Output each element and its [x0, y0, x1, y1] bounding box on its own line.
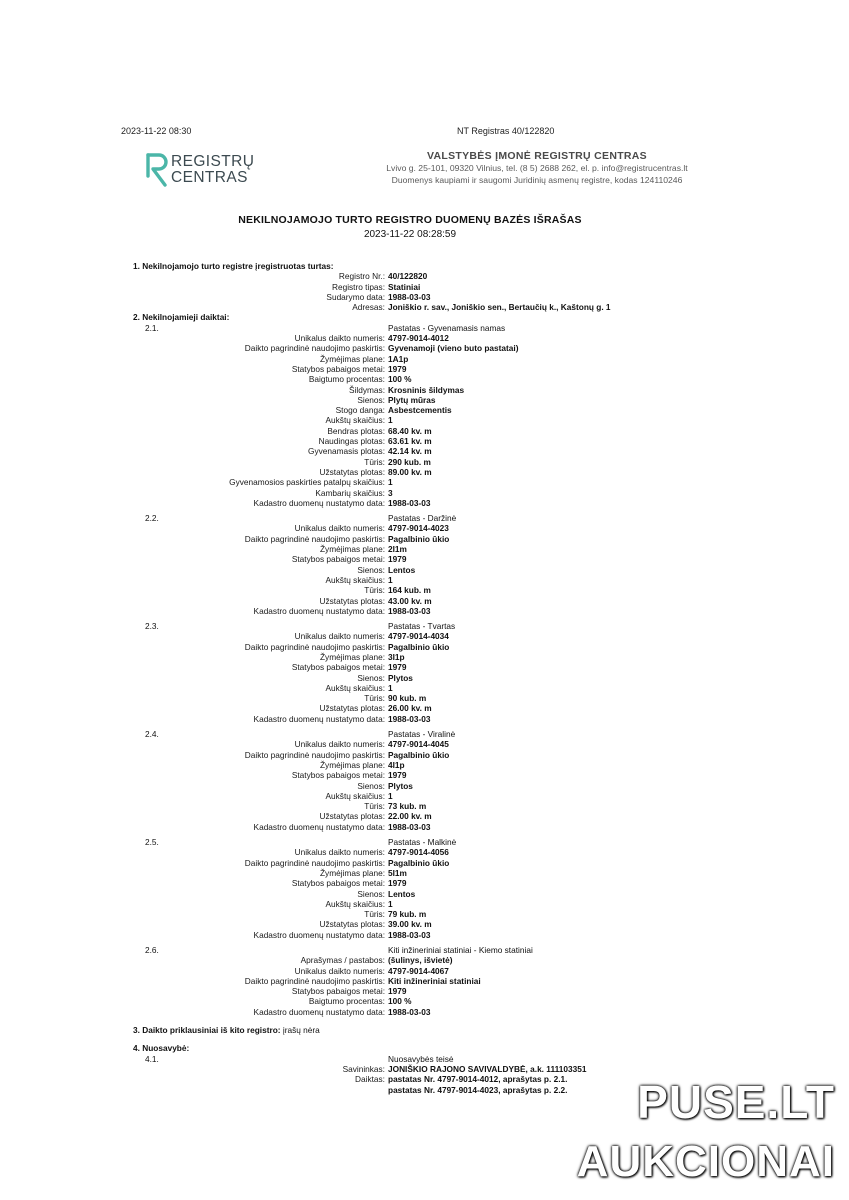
field-label: Statybos pabaigos metai:: [291, 878, 385, 889]
field-value: 1979: [388, 363, 407, 374]
field-value: Pagalbinio ūkio: [388, 641, 450, 652]
field-value: 90 kub. m: [388, 693, 427, 704]
field-label: Aukštų skaičius:: [325, 415, 385, 426]
field-row: [0, 415, 849, 425]
field-value: (šulinys, išvietė): [388, 955, 453, 966]
field-value: Pagalbinio ūkio: [388, 533, 450, 544]
field-value: 4797-9014-4045: [388, 739, 449, 750]
field-row: [0, 966, 849, 976]
field-value: Lentos: [388, 888, 416, 899]
field-row: [0, 822, 849, 832]
field-row: [0, 847, 849, 857]
field-label: Užstatytas plotas:: [319, 811, 385, 822]
field-label: Tūris:: [364, 693, 385, 704]
item-number: 2.6.: [145, 945, 159, 955]
field-row: [0, 467, 849, 477]
field-row: [0, 739, 849, 749]
field-label: Žymėjimas plane:: [319, 759, 385, 770]
field-label: Statybos pabaigos metai:: [291, 770, 385, 781]
field-row: [0, 919, 849, 929]
field-row: [0, 374, 849, 384]
field-value: Gyvenamoji (vieno buto pastatai): [388, 343, 519, 354]
field-value: 1979: [388, 662, 407, 673]
field-row: [0, 909, 849, 919]
field-label: Šildymas:: [349, 384, 385, 395]
field-value: 1988-03-03: [388, 821, 431, 832]
field-row: [0, 868, 849, 878]
field-label: Užstatytas plotas:: [319, 466, 385, 477]
field-value: 1988-03-03: [388, 605, 431, 616]
field-label: Tūris:: [364, 801, 385, 812]
item-title: Pastatas - Viralinė: [388, 729, 456, 740]
field-row: [0, 585, 849, 595]
field-label: Unikalus daikto numeris:: [294, 631, 385, 642]
field-value: 1979: [388, 878, 407, 889]
field-label: Sienos:: [357, 394, 385, 405]
field-label: Bendras plotas:: [327, 425, 385, 436]
field-value: 164 kub. m: [388, 585, 431, 596]
field-value: Plytos: [388, 780, 413, 791]
field-row: [0, 703, 849, 713]
field-value: 26.00 kv. m: [388, 703, 432, 714]
field-row: [0, 652, 849, 662]
field-row: [0, 986, 849, 996]
field-label: Aukštų skaičius:: [325, 682, 385, 693]
field-row: [0, 544, 849, 554]
field-row: [0, 457, 849, 467]
field-value: Plytų mūras: [388, 394, 436, 405]
field-value: 2I1m: [388, 544, 407, 555]
field-value: 89.00 kv. m: [388, 466, 432, 477]
section-1-heading: 1. Nekilnojamojo turto registre įregistruotas turtas:: [133, 261, 334, 271]
field-value: 1: [388, 574, 393, 585]
field-row: [0, 426, 849, 436]
item-header: [0, 837, 849, 847]
rc-logo-icon: [145, 152, 169, 188]
item-title: Pastatas - Malkinė: [388, 837, 457, 848]
field-label: Stogo danga:: [335, 405, 385, 416]
item-header: [0, 513, 849, 523]
field-value: Pagalbinio ūkio: [388, 749, 450, 760]
field-row: Daiktas: pastatas Nr. 4797-9014-4012, aprašytas p. 2.1.: [355, 1074, 568, 1085]
field-value: 3: [388, 487, 393, 498]
field-value: 43.00 kv. m: [388, 595, 432, 606]
field-value: 73 kub. m: [388, 801, 427, 812]
field-value: 39.00 kv. m: [388, 919, 432, 930]
field-row: [0, 683, 849, 693]
field-row: [0, 930, 849, 940]
field-label: Statybos pabaigos metai:: [291, 986, 385, 997]
field-row: [0, 405, 849, 415]
print-date: 2023-11-22 08:30: [121, 126, 192, 136]
organization-name: VALSTYBĖS ĮMONĖ REGISTRŲ CENTRAS: [426, 150, 647, 162]
field-row: [0, 673, 849, 683]
field-label: Kadastro duomenų nustatymo data:: [253, 605, 385, 616]
field-label: Baigtumo procentas:: [308, 374, 385, 385]
field-label: Aukštų skaičius:: [325, 574, 385, 585]
logo-text-line2: CENTRAS: [171, 169, 248, 186]
section-4-heading: 4. Nuosavybė:: [133, 1043, 190, 1054]
field-row: [0, 606, 849, 616]
field-label: Tūris:: [364, 585, 385, 596]
field-row: [0, 395, 849, 405]
field-row: Registro Nr.: 40/122820: [338, 271, 428, 282]
field-label: Statybos pabaigos metai:: [291, 662, 385, 673]
field-row: [0, 662, 849, 672]
item-header: [0, 621, 849, 631]
field-row: [0, 801, 849, 811]
field-value: 79 kub. m: [388, 909, 427, 920]
field-row: [0, 498, 849, 508]
field-label: Daikto pagrindinė naudojimo paskirtis:: [244, 641, 385, 652]
field-row: [0, 955, 849, 965]
field-row: Registro tipas: Statiniai: [331, 281, 421, 292]
field-label: Daikto pagrindinė naudojimo paskirtis:: [244, 343, 385, 354]
field-value: 290 kub. m: [388, 456, 431, 467]
field-value: 4797-9014-4034: [388, 631, 449, 642]
field-row: [0, 534, 849, 544]
field-row: [0, 554, 849, 564]
section-3-value: įrašų nėra: [282, 1025, 320, 1036]
field-row: [0, 889, 849, 899]
item-title: Pastatas - Gyvenamasis namas: [388, 322, 506, 333]
item-header: [0, 729, 849, 739]
field-label: Žymėjimas plane:: [319, 867, 385, 878]
field-value: 4797-9014-4067: [388, 965, 449, 976]
field-value: 1979: [388, 770, 407, 781]
field-row: [0, 642, 849, 652]
field-row: [0, 976, 849, 986]
field-row: [0, 523, 849, 533]
field-label: Unikalus daikto numeris:: [294, 523, 385, 534]
field-row: [0, 596, 849, 606]
document-title: NEKILNOJAMOJO TURTO REGISTRO DUOMENŲ BAZĖS IŠRAŠAS: [238, 214, 582, 226]
field-value: 4797-9014-4056: [388, 847, 449, 858]
field-value: 1: [388, 682, 393, 693]
field-row: [0, 781, 849, 791]
field-label: Unikalus daikto numeris:: [294, 333, 385, 344]
field-label: Unikalus daikto numeris:: [294, 847, 385, 858]
field-row: [0, 750, 849, 760]
field-row: [0, 364, 849, 374]
item-title: Pastatas - Tvartas: [388, 621, 456, 632]
field-label: Tūris:: [364, 456, 385, 467]
field-label: Naudingas plotas:: [318, 436, 385, 447]
item-header: [0, 323, 849, 333]
field-label: Gyvenamosios paskirties patalpų skaičius:: [229, 477, 385, 488]
field-value: 100 %: [388, 374, 412, 385]
field-label: Žymėjimas plane:: [319, 544, 385, 555]
field-row: pastatas Nr. 4797-9014-4023, aprašytas p. 2.2.: [388, 1084, 568, 1095]
field-value: Kiti inžineriniai statiniai: [388, 975, 481, 986]
field-value: 22.00 kv. m: [388, 811, 432, 822]
field-label: Sienos:: [357, 564, 385, 575]
field-row: Adresas: Joniškio r. sav., Joniškio sen., Bertaučių k., Kaštonų g. 1: [352, 302, 611, 313]
field-value: Asbestcementis: [388, 405, 452, 416]
field-value: 1: [388, 477, 393, 488]
field-row: [0, 693, 849, 703]
item-number: 2.3.: [145, 621, 159, 632]
field-value: 1: [388, 790, 393, 801]
section-3-heading: 3. Daikto priklausiniai iš kito registro: įrašų nėra: [133, 1025, 320, 1036]
item-number: 2.1.: [145, 322, 159, 333]
field-label: Daikto pagrindinė naudojimo paskirtis:: [244, 749, 385, 760]
property-items: [0, 323, 849, 1017]
field-label: Kadastro duomenų nustatymo data:: [253, 1006, 385, 1017]
item-number: 2.2.: [145, 513, 159, 524]
field-label: Aprašymas / pastabos:: [300, 955, 385, 966]
field-value: Plytos: [388, 672, 413, 683]
ownership-title: Nuosavybės teisė: [388, 1053, 454, 1064]
field-label: Kadastro duomenų nustatymo data:: [253, 929, 385, 940]
field-row: Sudarymo data: 1988-03-03: [326, 291, 431, 302]
registry-reference: NT Registras 40/122820: [457, 126, 555, 136]
field-value: Lentos: [388, 564, 416, 575]
field-label: Žymėjimas plane:: [319, 651, 385, 662]
field-row: [0, 714, 849, 724]
organization-info: [352, 150, 722, 186]
field-row: [0, 878, 849, 888]
field-row: [0, 1007, 849, 1017]
field-value: 1979: [388, 554, 407, 565]
field-row: [0, 333, 849, 343]
field-label: Sienos:: [357, 780, 385, 791]
field-label: Unikalus daikto numeris:: [294, 965, 385, 976]
field-row: [0, 477, 849, 487]
field-row: [0, 385, 849, 395]
field-value: 1: [388, 415, 393, 426]
field-row: [0, 354, 849, 364]
field-value: 68.40 kv. m: [388, 425, 432, 436]
field-value: 1979: [388, 986, 407, 997]
field-label: Kadastro duomenų nustatymo data:: [253, 821, 385, 832]
item-title: Pastatas - Daržinė: [388, 513, 457, 524]
document-body: [0, 261, 849, 1095]
field-label: Kadastro duomenų nustatymo data:: [253, 497, 385, 508]
field-value: 4I1p: [388, 759, 405, 770]
organization-address: Lvivo g. 25-101, 09320 Vilnius, tel. (8 5) 2688 262, el. p. info@registrucentras.lt: [386, 163, 688, 173]
logo-text-line1: REGISTRŲ: [171, 153, 255, 170]
field-label: Tūris:: [364, 909, 385, 920]
field-label: Unikalus daikto numeris:: [294, 739, 385, 750]
document-datetime: 2023-11-22 08:28:59: [363, 229, 457, 240]
field-row: [0, 631, 849, 641]
field-row: [0, 488, 849, 498]
field-value: 42.14 kv. m: [388, 446, 432, 457]
field-row: [0, 343, 849, 353]
field-label: Statybos pabaigos metai:: [291, 363, 385, 374]
field-row: [0, 996, 849, 1006]
field-value: 1A1p: [388, 353, 409, 364]
field-value: 1: [388, 898, 393, 909]
field-label: Statybos pabaigos metai:: [291, 554, 385, 565]
field-label: Užstatytas plotas:: [319, 703, 385, 714]
field-value: 1988-03-03: [388, 713, 431, 724]
field-row: [0, 565, 849, 575]
item-number: 2.4.: [145, 729, 159, 740]
field-label: Sienos:: [357, 888, 385, 899]
field-value: 100 %: [388, 996, 412, 1007]
field-value: 63.61 kv. m: [388, 436, 432, 447]
field-value: Krosninis šildymas: [388, 384, 465, 395]
field-value: 1988-03-03: [388, 1006, 431, 1017]
field-row: [0, 446, 849, 456]
field-value: 3I1p: [388, 651, 405, 662]
item-header: [0, 945, 849, 955]
field-label: Užstatytas plotas:: [319, 919, 385, 930]
field-value: 1988-03-03: [388, 929, 431, 940]
field-value: 5I1m: [388, 867, 407, 878]
field-label: Aukštų skaičius:: [325, 790, 385, 801]
registru-centras-logo: [145, 152, 255, 188]
watermark-line1: PUSE.LT: [637, 1076, 835, 1128]
field-value: 1988-03-03: [388, 497, 431, 508]
field-label: Sienos:: [357, 672, 385, 683]
field-row: [0, 436, 849, 446]
item-number: 2.5.: [145, 837, 159, 848]
field-label: Gyvenamasis plotas:: [307, 446, 385, 457]
field-row: [0, 791, 849, 801]
field-row: [0, 858, 849, 868]
field-label: Užstatytas plotas:: [319, 595, 385, 606]
field-value: 4797-9014-4023: [388, 523, 449, 534]
field-value: Pagalbinio ūkio: [388, 857, 450, 868]
item-title: Kiti inžineriniai statiniai - Kiemo statiniai: [388, 945, 533, 955]
field-label: Daikto pagrindinė naudojimo paskirtis:: [244, 975, 385, 986]
field-label: Kambarių skaičius:: [315, 487, 385, 498]
organization-data-note: Duomenys kaupiami ir saugomi Juridinių asmenų registre, kodas 124110246: [391, 175, 683, 185]
field-row: [0, 760, 849, 770]
watermark-line2: AUKCIONAI: [576, 1137, 835, 1186]
field-label: Baigtumo procentas:: [308, 996, 385, 1007]
field-row: Savininkas: JONIŠKIO RAJONO SAVIVALDYBĖ, a.k. 111103351: [342, 1063, 587, 1074]
field-label: Žymėjimas plane:: [319, 353, 385, 364]
field-label: Daikto pagrindinė naudojimo paskirtis:: [244, 857, 385, 868]
field-row: [0, 770, 849, 780]
section-2-heading: 2. Nekilnojamieji daiktai:: [133, 312, 230, 323]
item-number: 4.1.: [145, 1053, 159, 1064]
field-row: [0, 899, 849, 909]
field-label: Daikto pagrindinė naudojimo paskirtis:: [244, 533, 385, 544]
field-label: Aukštų skaičius:: [325, 898, 385, 909]
field-row: [0, 575, 849, 585]
ownership-item: [0, 1054, 849, 1064]
field-label: Kadastro duomenų nustatymo data:: [253, 713, 385, 724]
field-row: [0, 811, 849, 821]
field-value: 4797-9014-4012: [388, 333, 449, 344]
